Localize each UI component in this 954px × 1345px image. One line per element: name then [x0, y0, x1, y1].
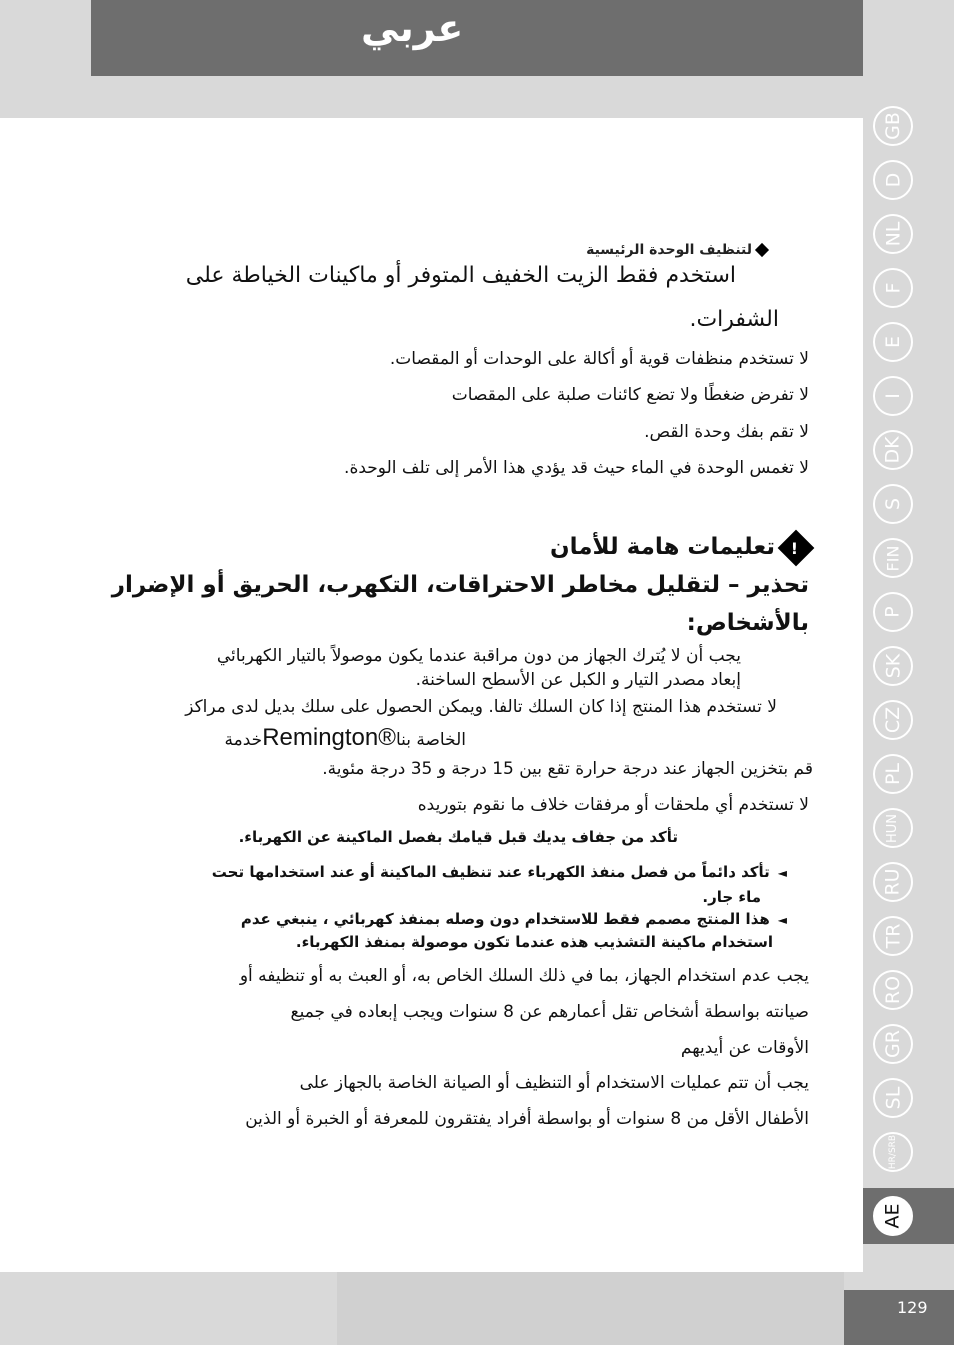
page-content	[0, 118, 863, 1272]
bullet-1: تأكد من جفاف يديك قبل قيامك بفصل الماكينة عن الكهرباء.	[238, 828, 678, 846]
lang-tab[interactable]: P	[873, 592, 913, 632]
lang-tab[interactable]: RO	[873, 970, 913, 1010]
lang-tab[interactable]: DK	[873, 430, 913, 470]
p6-line-1: يجب أن تتم عمليات الاستخدام أو التنظيف أو الصيانة الخاصة بالجهاز على	[299, 1073, 809, 1093]
lang-tab-active[interactable]: AE	[873, 1196, 913, 1236]
warning-item: لا تفرض ضغطًا ولا تضع كائنات صلبة على المقصات	[451, 385, 809, 405]
lang-tab[interactable]: CZ	[873, 700, 913, 740]
lang-tab[interactable]: GB	[873, 106, 913, 146]
p2-line-1: لا تستخدم هذا المنتج إذا كان السلك تالفا. ويمكن الحصول على سلك بديل لدى مراكز	[185, 697, 777, 717]
page-number-box	[844, 1290, 954, 1345]
lang-tab[interactable]: NL	[873, 214, 913, 254]
caution-line-1: تحذير – لتقليل مخاطر الاحتراقات، التكهرب، الحريق أو الإضرار	[111, 572, 809, 598]
lang-tab[interactable]: S	[873, 484, 913, 524]
warning-icon: !	[778, 529, 815, 566]
lang-tab[interactable]: TR	[873, 916, 913, 956]
lang-tab[interactable]: I	[873, 376, 913, 416]
p5-line-2: صيانته بواسطة أشخاص تقل أعمارهم عن 8 سنوات ويجب إبعاده في جميع	[290, 1002, 809, 1022]
lang-tab[interactable]: F	[873, 268, 913, 308]
safety-heading: !تعليمات هامة للأمان	[550, 534, 809, 561]
lang-tab[interactable]: E	[873, 322, 913, 362]
p1-line-2: إبعاد مصدر التيار و الكبل عن الأسطح الساخنة.	[415, 670, 741, 690]
page-number: 129	[897, 1298, 928, 1317]
lang-tab[interactable]: HR/SRB	[873, 1132, 913, 1172]
header-bar	[91, 0, 863, 76]
p3: قم بتخزين الجهاز عند درجة حرارة تقع بين 15 درجة و 35 درجة مئوية.	[322, 759, 813, 779]
bullet-2-line-1: ◄تأكد دائماً من فصل منفذ الكهرباء عند تنظيف الماكينة أو عند استخدامها تحت	[211, 863, 787, 881]
warning-item: لا تغمس الوحدة في الماء حيث قد يؤدي هذا الأمر إلى تلف الوحدة.	[344, 458, 809, 478]
warning-item: لا تقم بفك وحدة القص.	[644, 422, 809, 442]
bullet-3-line-1: ◄هذا المنتج مصمم فقط للاستخدام دون وصله بمنفذ كهربائي ، ينبغي عدم	[240, 910, 787, 928]
warning-icon	[755, 243, 769, 257]
lang-tab[interactable]: HUN	[873, 808, 913, 848]
triangle-bullet-icon: ◄	[777, 866, 787, 880]
caution-line-2: بالأشخاص:	[686, 610, 809, 636]
p4: لا تستخدم أي ملحقات أو مرفقات خلاف ما نقوم بتوريده	[417, 795, 809, 815]
bullet-2-line-2: ماء جار.	[702, 888, 761, 906]
oil-line-2: الشفرات.	[689, 307, 779, 332]
p2-line-2: الخاصة بناRemington®خدمة	[224, 724, 466, 751]
lang-tab[interactable]: GR	[873, 1024, 913, 1064]
lang-tab[interactable]: PL	[873, 754, 913, 794]
lang-tab[interactable]: SL	[873, 1078, 913, 1118]
p5-line-3: الأوقات عن أيديهم	[680, 1038, 809, 1058]
lang-tab[interactable]: D	[873, 160, 913, 200]
brand-name: Remington®	[262, 724, 396, 751]
lang-tab[interactable]: SK	[873, 646, 913, 686]
footer-bar	[337, 1272, 844, 1345]
header-title: عربي	[361, 6, 464, 50]
cleaning-heading: لتنظيف الوحدة الرئيسية	[586, 242, 767, 258]
p1-line-1: يجب أن لا يُترك الجهاز من دون مراقبة عندما يكون موصولاً بالتيار الكهربائي	[216, 646, 741, 666]
warning-item: لا تستخدم منظفات قوية أو أكالة على الوحدات أو المقصات.	[389, 349, 809, 369]
p5-line-1: يجب عدم استخدام الجهاز، بما في ذلك السلك الخاص به، أو العبث به أو تنظيفه أو	[239, 966, 809, 986]
p6-line-2: الأطفال الأقل من 8 سنوات أو بواسطة أفراد يفتقرون للمعرفة أو الخبرة أو الذين	[245, 1109, 809, 1129]
bullet-3-line-2: استخدام ماكينة التشذيب هذه عندما تكون موصولة بمنفذ الكهرباء.	[295, 933, 773, 951]
oil-line-1: استخدم فقط الزيت الخفيف المتوفر أو ماكينات الخياطة على	[185, 263, 736, 288]
triangle-bullet-icon: ◄	[777, 913, 787, 927]
lang-tab[interactable]: RU	[873, 862, 913, 902]
language-sidebar	[863, 0, 954, 1345]
lang-tab[interactable]: FIN	[873, 538, 913, 578]
